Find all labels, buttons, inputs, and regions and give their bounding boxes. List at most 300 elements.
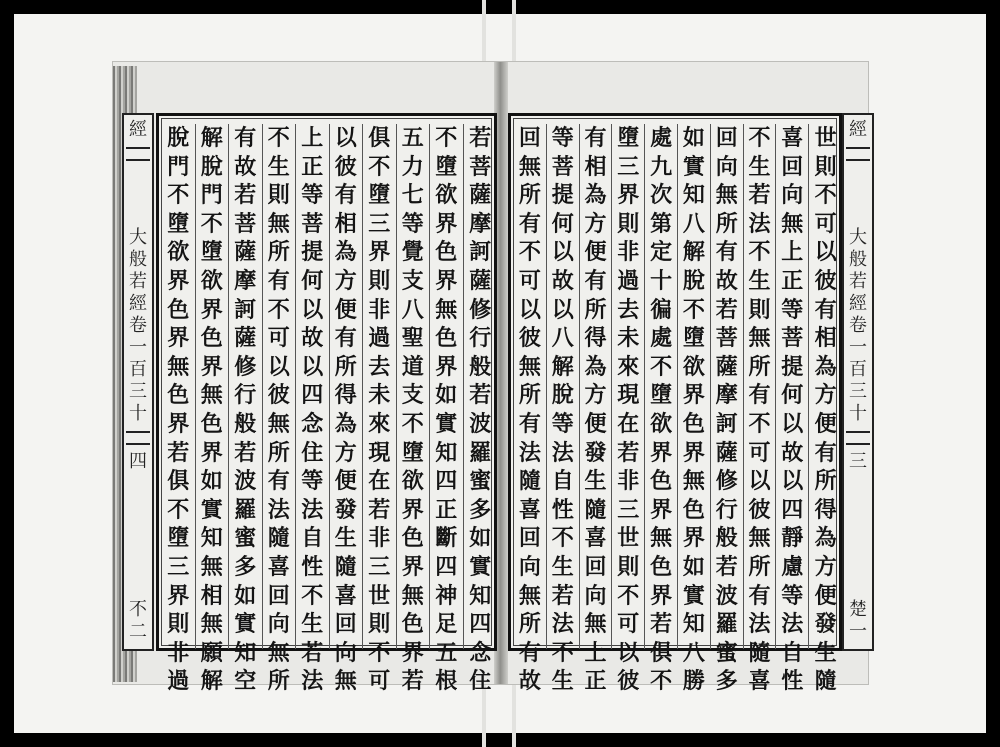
glyph: 墮 [200,239,223,266]
glyph: 菩 [715,325,738,352]
glyph: 靜 [781,525,804,552]
glyph: 有 [267,468,290,495]
glyph: 向 [715,153,738,180]
glyph: 以 [334,125,357,151]
glyph: 得 [814,496,837,523]
text-column [296,124,330,695]
glyph: 四 [781,496,804,523]
margin-title: 經 [129,119,147,140]
glyph: 無 [200,382,223,409]
text-column [744,124,777,695]
glyph: 為 [814,525,837,552]
glyph: 生 [334,525,357,552]
glyph: 知 [682,182,705,209]
glyph: 世 [368,582,391,609]
glyph: 羅 [234,496,257,523]
glyph: 脫 [551,382,574,409]
glyph: 界 [368,239,391,266]
glyph: 以 [551,239,574,266]
glyph: 有 [334,182,357,209]
glyph: 四 [301,382,324,409]
glyph: 有 [518,410,541,437]
glyph: 有 [267,267,290,294]
glyph: 知 [200,525,223,552]
glyph: 隨 [267,525,290,552]
glyph: 向 [267,611,290,638]
glyph: 喜 [748,668,771,695]
glyph: 正 [781,267,804,294]
glyph: 如 [200,468,223,495]
glyph: 若 [551,582,574,609]
glyph: 以 [551,296,574,323]
glyph: 有 [814,439,837,466]
glyph: 現 [617,382,640,409]
glyph: 向 [781,182,804,209]
glyph: 界 [682,382,705,409]
margin-glyph: 大 [129,227,147,248]
glyph: 喜 [267,553,290,580]
glyph: 色 [167,296,190,323]
glyph: 門 [167,153,190,180]
glyph: 定 [650,239,673,266]
glyph: 無 [682,468,705,495]
margin-juan-title [849,227,867,425]
glyph: 八 [682,210,705,237]
glyph: 空 [234,668,257,695]
glyph: 第 [650,210,673,237]
glyph: 三 [167,553,190,580]
glyph: 法 [748,611,771,638]
glyph: 實 [234,611,257,638]
glyph: 故 [715,267,738,294]
glyph: 有 [334,325,357,352]
glyph: 界 [200,353,223,380]
glyph: 如 [682,553,705,580]
margin-glyph: 百 [129,359,147,380]
glyph: 喜 [584,525,607,552]
glyph: 性 [551,496,574,523]
glyph: 生 [267,153,290,180]
glyph: 知 [469,582,492,609]
text-column [809,124,842,695]
glyph: 欲 [200,267,223,294]
glyph: 墮 [650,382,673,409]
left-page-text-block [156,113,497,695]
text-column [514,124,547,695]
text-column [547,124,580,695]
glyph: 非 [167,639,190,666]
glyph: 無 [200,553,223,580]
glyph: 可 [748,439,771,466]
right-page-margin [842,113,874,651]
glyph: 界 [682,439,705,466]
fishtail-mark [126,147,150,161]
glyph: 便 [334,468,357,495]
glyph: 無 [518,582,541,609]
glyph: 去 [368,353,391,380]
glyph: 脫 [200,153,223,180]
glyph: 實 [682,153,705,180]
glyph: 如 [234,582,257,609]
glyph: 界 [200,439,223,466]
glyph: 七 [401,182,424,209]
glyph: 自 [551,468,574,495]
glyph: 以 [617,639,640,666]
glyph: 修 [469,296,492,323]
glyph: 法 [301,668,324,695]
margin-glyph: 一 [129,337,147,358]
glyph: 若 [368,496,391,523]
glyph: 性 [781,668,804,695]
glyph: 世 [617,525,640,552]
glyph: 發 [334,496,357,523]
glyph: 不 [368,639,391,666]
glyph: 般 [715,525,738,552]
glyph: 處 [650,325,673,352]
margin-glyph: 若 [129,271,147,292]
margin-glyph: 若 [849,271,867,292]
glyph: 界 [167,410,190,437]
glyph: 墮 [368,182,391,209]
glyph: 回 [781,153,804,180]
glyph: 所 [518,611,541,638]
glyph: 界 [200,296,223,323]
glyph: 不 [435,125,458,151]
glyph: 如 [435,382,458,409]
glyph: 法 [781,611,804,638]
glyph: 若 [650,611,673,638]
glyph: 不 [682,296,705,323]
glyph: 道 [401,353,424,380]
glyph: 為 [584,182,607,209]
margin-glyph: 十 [849,403,867,424]
glyph: 墮 [167,210,190,237]
glyph: 無 [781,210,804,237]
margin-page-number: 三 [849,451,867,472]
glyph: 不 [368,153,391,180]
glyph: 生 [748,267,771,294]
glyph: 無 [748,325,771,352]
glyph: 薩 [234,325,257,352]
glyph: 不 [401,410,424,437]
glyph: 可 [518,267,541,294]
glyph: 若 [234,439,257,466]
glyph: 未 [368,382,391,409]
glyph: 以 [301,353,324,380]
glyph: 若 [715,296,738,323]
glyph: 自 [301,525,324,552]
glyph: 所 [267,239,290,266]
glyph: 為 [334,239,357,266]
glyph: 以 [781,468,804,495]
text-column [776,124,809,695]
glyph: 十 [650,267,673,294]
glyph: 法 [267,496,290,523]
glyph: 非 [368,525,391,552]
glyph: 薩 [469,182,492,209]
glyph: 墮 [401,439,424,466]
glyph: 不 [551,525,574,552]
glyph: 得 [334,382,357,409]
glyph: 上 [301,125,324,151]
glyph: 知 [682,611,705,638]
text-column [330,124,364,695]
text-column [612,124,645,695]
margin-glyph: 百 [849,359,867,380]
glyph: 正 [435,496,458,523]
glyph: 有 [584,267,607,294]
glyph: 俱 [167,468,190,495]
glyph: 則 [617,210,640,237]
glyph: 有 [748,582,771,609]
glyph: 有 [518,210,541,237]
glyph: 不 [200,210,223,237]
glyph: 提 [551,182,574,209]
glyph: 性 [301,553,324,580]
glyph: 界 [435,353,458,380]
glyph: 彼 [518,325,541,352]
glyph: 為 [814,353,837,380]
text-column [363,124,397,695]
glyph: 則 [368,267,391,294]
glyph: 不 [650,668,673,695]
glyph: 提 [781,353,804,380]
glyph: 法 [551,439,574,466]
glyph: 等 [401,210,424,237]
glyph: 不 [748,125,771,151]
glyph: 故 [518,668,541,695]
glyph: 次 [650,182,673,209]
glyph: 九 [650,153,673,180]
glyph: 隨 [518,468,541,495]
fishtail-mark [846,431,870,445]
glyph: 所 [267,439,290,466]
glyph: 提 [301,239,324,266]
glyph: 有 [234,125,257,151]
glyph: 三 [617,496,640,523]
glyph: 所 [814,468,837,495]
text-column [645,124,678,695]
glyph: 便 [814,410,837,437]
glyph: 何 [551,210,574,237]
glyph: 相 [584,153,607,180]
glyph: 四 [435,468,458,495]
margin-glyph: 一 [849,621,867,642]
glyph: 所 [748,353,771,380]
glyph: 便 [584,410,607,437]
glyph: 脫 [167,125,190,151]
glyph: 若 [234,182,257,209]
glyph: 實 [435,410,458,437]
margin-glyph: 一 [849,337,867,358]
glyph: 喜 [334,582,357,609]
glyph: 則 [617,553,640,580]
glyph: 則 [267,182,290,209]
glyph: 向 [334,639,357,666]
glyph: 生 [584,468,607,495]
glyph: 方 [584,382,607,409]
glyph: 喜 [781,125,804,151]
glyph: 彼 [748,496,771,523]
glyph: 法 [748,210,771,237]
glyph: 不 [748,410,771,437]
glyph: 回 [334,611,357,638]
glyph: 色 [200,325,223,352]
glyph: 等 [301,182,324,209]
margin-glyph: 十 [129,403,147,424]
glyph: 界 [401,496,424,523]
glyph: 神 [435,582,458,609]
glyph: 不 [267,296,290,323]
text-column [430,124,464,695]
glyph: 不 [748,239,771,266]
glyph: 根 [435,668,458,695]
glyph: 可 [368,668,391,695]
glyph: 可 [617,611,640,638]
glyph: 隨 [748,639,771,666]
glyph: 知 [234,639,257,666]
glyph: 薩 [715,353,738,380]
glyph: 行 [715,496,738,523]
glyph: 非 [368,296,391,323]
glyph: 可 [814,210,837,237]
glyph: 五 [401,125,424,151]
glyph: 則 [814,153,837,180]
glyph: 摩 [715,382,738,409]
glyph: 非 [617,239,640,266]
glyph: 不 [267,125,290,151]
glyph: 無 [267,639,290,666]
glyph: 色 [401,525,424,552]
text-column [397,124,431,695]
glyph: 聖 [401,325,424,352]
glyph: 色 [682,496,705,523]
glyph: 發 [584,439,607,466]
glyph: 向 [518,553,541,580]
glyph: 以 [518,296,541,323]
glyph: 生 [551,668,574,695]
margin-mark [129,599,147,649]
glyph: 故 [781,439,804,466]
glyph: 方 [814,553,837,580]
glyph: 生 [748,153,771,180]
glyph: 色 [682,410,705,437]
glyph: 色 [650,468,673,495]
glyph: 界 [167,582,190,609]
glyph: 方 [584,210,607,237]
glyph: 等 [301,468,324,495]
glyph: 便 [814,582,837,609]
glyph: 摩 [234,267,257,294]
glyph: 慮 [781,553,804,580]
glyph: 摩 [469,210,492,237]
glyph: 非 [617,468,640,495]
glyph: 墮 [167,525,190,552]
glyph: 發 [814,611,837,638]
glyph: 界 [435,267,458,294]
glyph: 無 [267,410,290,437]
glyph: 隨 [334,553,357,580]
glyph: 羅 [469,439,492,466]
glyph: 以 [748,468,771,495]
glyph: 無 [200,611,223,638]
margin-glyph: 卷 [129,315,147,336]
margin-juan-title [129,227,147,425]
glyph: 實 [682,582,705,609]
glyph: 所 [584,296,607,323]
glyph: 無 [650,525,673,552]
glyph: 多 [469,496,492,523]
glyph: 以 [301,296,324,323]
glyph: 隨 [584,496,607,523]
glyph: 彼 [814,267,837,294]
glyph: 無 [715,182,738,209]
glyph: 回 [715,125,738,151]
glyph: 菩 [301,210,324,237]
glyph: 解 [551,353,574,380]
glyph: 回 [584,553,607,580]
glyph: 徧 [650,296,673,323]
glyph: 不 [617,582,640,609]
glyph: 所 [748,553,771,580]
glyph: 無 [435,296,458,323]
glyph: 來 [368,410,391,437]
glyph: 羅 [715,611,738,638]
glyph: 修 [715,468,738,495]
glyph: 三 [368,210,391,237]
left-page-margin [122,113,154,651]
glyph: 色 [435,325,458,352]
glyph: 如 [469,525,492,552]
glyph: 有 [715,239,738,266]
glyph: 若 [617,439,640,466]
margin-glyph: 經 [129,293,147,314]
glyph: 法 [301,496,324,523]
glyph: 若 [715,553,738,580]
glyph: 所 [267,668,290,695]
margin-glyph: 三 [849,381,867,402]
glyph: 故 [551,267,574,294]
glyph: 力 [401,153,424,180]
glyph: 若 [401,668,424,695]
glyph: 在 [368,468,391,495]
glyph: 波 [715,582,738,609]
glyph: 菩 [234,210,257,237]
glyph: 俱 [650,639,673,666]
margin-glyph: 般 [849,249,867,270]
glyph: 若 [748,182,771,209]
glyph: 界 [435,210,458,237]
glyph: 彼 [617,668,640,695]
glyph: 等 [781,296,804,323]
glyph: 去 [617,296,640,323]
glyph: 相 [200,582,223,609]
glyph: 可 [267,325,290,352]
glyph: 色 [435,239,458,266]
glyph: 念 [469,639,492,666]
glyph: 等 [781,582,804,609]
glyph: 有 [748,382,771,409]
glyph: 欲 [401,468,424,495]
margin-glyph: 般 [129,249,147,270]
glyph: 支 [401,267,424,294]
glyph: 上 [781,239,804,266]
glyph: 何 [781,382,804,409]
glyph: 如 [682,125,705,151]
glyph: 為 [584,353,607,380]
glyph: 菩 [469,153,492,180]
glyph: 界 [167,325,190,352]
